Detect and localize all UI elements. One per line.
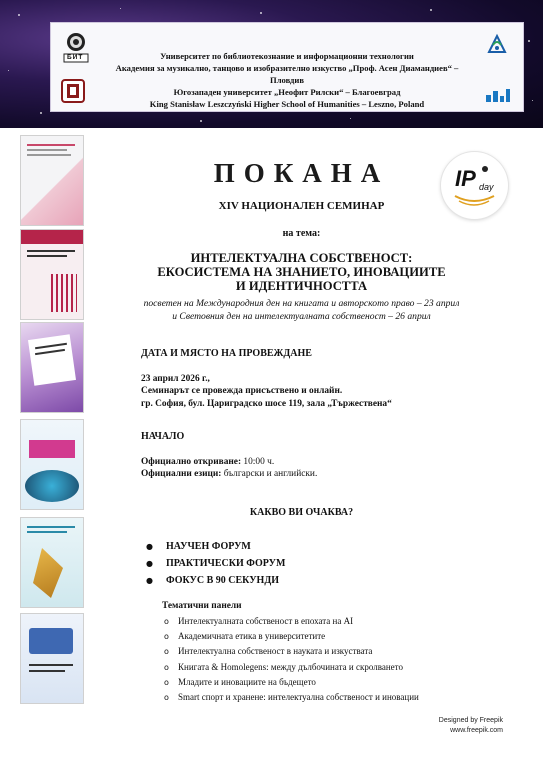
start-section [141,431,317,481]
official-languages [141,468,317,481]
circle-bullet-icon: o [164,693,169,703]
forum-item-label: ФОКУС В 90 СЕКУНДИ [166,575,279,586]
header-line: Академия за музикално, танцово и изобразително изкуство „Проф. Асен Диамандиев“ – Пловдив [115,63,459,85]
event-date: 23 април 2026 г., [141,373,210,384]
university-logo-text: БИТ [67,54,84,61]
bullet-icon: ● [146,559,153,568]
bullet-icon: ● [146,576,153,585]
on-topic-label: на тема: [282,228,321,239]
list-item [164,690,419,705]
header-line: King Stanisław Leszczyński Higher School of Humanities – Leszno, Poland [149,99,425,109]
list-item [164,660,419,675]
opening-label: Официално откриване: [141,456,242,467]
swu-logo [485,33,509,57]
ip-day-logo-day: day [479,182,494,192]
university-logo [63,31,89,63]
forum-list [146,538,285,589]
circle-bullet-icon: o [164,662,169,672]
circle-bullet-icon: o [164,677,169,687]
languages-label: Официални езици: [141,469,222,479]
panels-heading: Тематични панели [162,601,242,611]
expect-heading: КАКВО ВИ ОЧАКВА? [249,507,354,518]
bullet-icon: ● [146,542,153,551]
opening-time [141,456,317,469]
book-cover-4 [21,420,83,509]
dedication [30,297,543,323]
book-cover-3 [21,323,83,412]
panel-item-label: Академичната етика в университетите [178,631,326,642]
credit-link[interactable]: www.freepik.com [450,727,503,734]
freepik-credit [439,716,503,736]
header-line: Университет по библиотекознание и информационни технологии [160,51,414,61]
panel-item-label: Младите и иновациите на бъдещето [178,676,316,687]
seminar-theme [30,251,543,293]
list-item [146,572,285,589]
start-heading: НАЧАЛО [141,431,185,442]
panel-item-label: Книгата & Homolegens: между дълбочината и скролването [178,661,403,672]
panel-item-label: Интелектуална собственост в науката и изкуствата [178,646,373,657]
header-card [50,22,524,112]
list-item [146,538,285,555]
list-item [164,644,419,659]
credit-line: Designed by Freepik [438,717,503,724]
circle-bullet-icon: o [164,647,169,657]
circle-bullet-icon: o [164,632,169,642]
date-place-section [141,348,392,410]
seminar-title: XIV НАЦИОНАЛЕН СЕМИНАР [218,200,385,212]
header-banner [0,0,543,128]
panels-list [164,614,419,705]
leszno-logo [485,87,511,103]
event-mode: Семинарът се провежда присъствено и онлайн. [141,386,343,396]
theme-line: ИНТЕЛЕКТУАЛНА СОБСТВЕНОСТ: [190,251,413,265]
panel-item-label: Интелектуалната собственост в епохата на AI [178,616,354,626]
date-place-heading: ДАТА И МЯСТО НА ПРОВЕЖДАНЕ [141,348,312,359]
event-venue: гр. София, бул. Цариградско шосе 119, зала „Тържествена“ [141,398,392,409]
book-cover-6 [21,614,83,703]
forum-item-label: ПРАКТИЧЕСКИ ФОРУМ [166,558,286,569]
forum-item-label: НАУЧЕН ФОРУМ [166,541,251,552]
invitation-title: ПОКАНА [213,158,390,188]
dedication-line: и Световния ден на интелектуалната собственост – 26 април [172,311,431,322]
list-item [164,675,419,690]
circle-bullet-icon: o [164,617,169,626]
theme-line: ЕКОСИСТЕМА НА ЗНАНИЕТО, ИНОВАЦИИТЕ [157,265,446,279]
list-item [146,555,285,572]
header-line: Югозападен университет „Неофит Рилски“ – Благоевград [173,87,401,97]
opening-value: 10:00 ч. [241,456,275,467]
ip-day-logo-ip: IP [455,166,476,191]
academy-seal-logo [61,79,85,103]
book-cover-5 [21,518,83,607]
languages-value: български и английски. [221,469,318,479]
list-item [164,614,419,629]
panel-item-label: Smart спорт и хранене: интелектуална собственост и иновации [178,692,419,703]
header-institutions [111,50,463,110]
theme-line: И ИДЕНТИЧНОСТТА [235,279,368,293]
dedication-line: посветен на Международния ден на книгата и авторското право – 23 април [143,298,460,309]
list-item [164,629,419,644]
